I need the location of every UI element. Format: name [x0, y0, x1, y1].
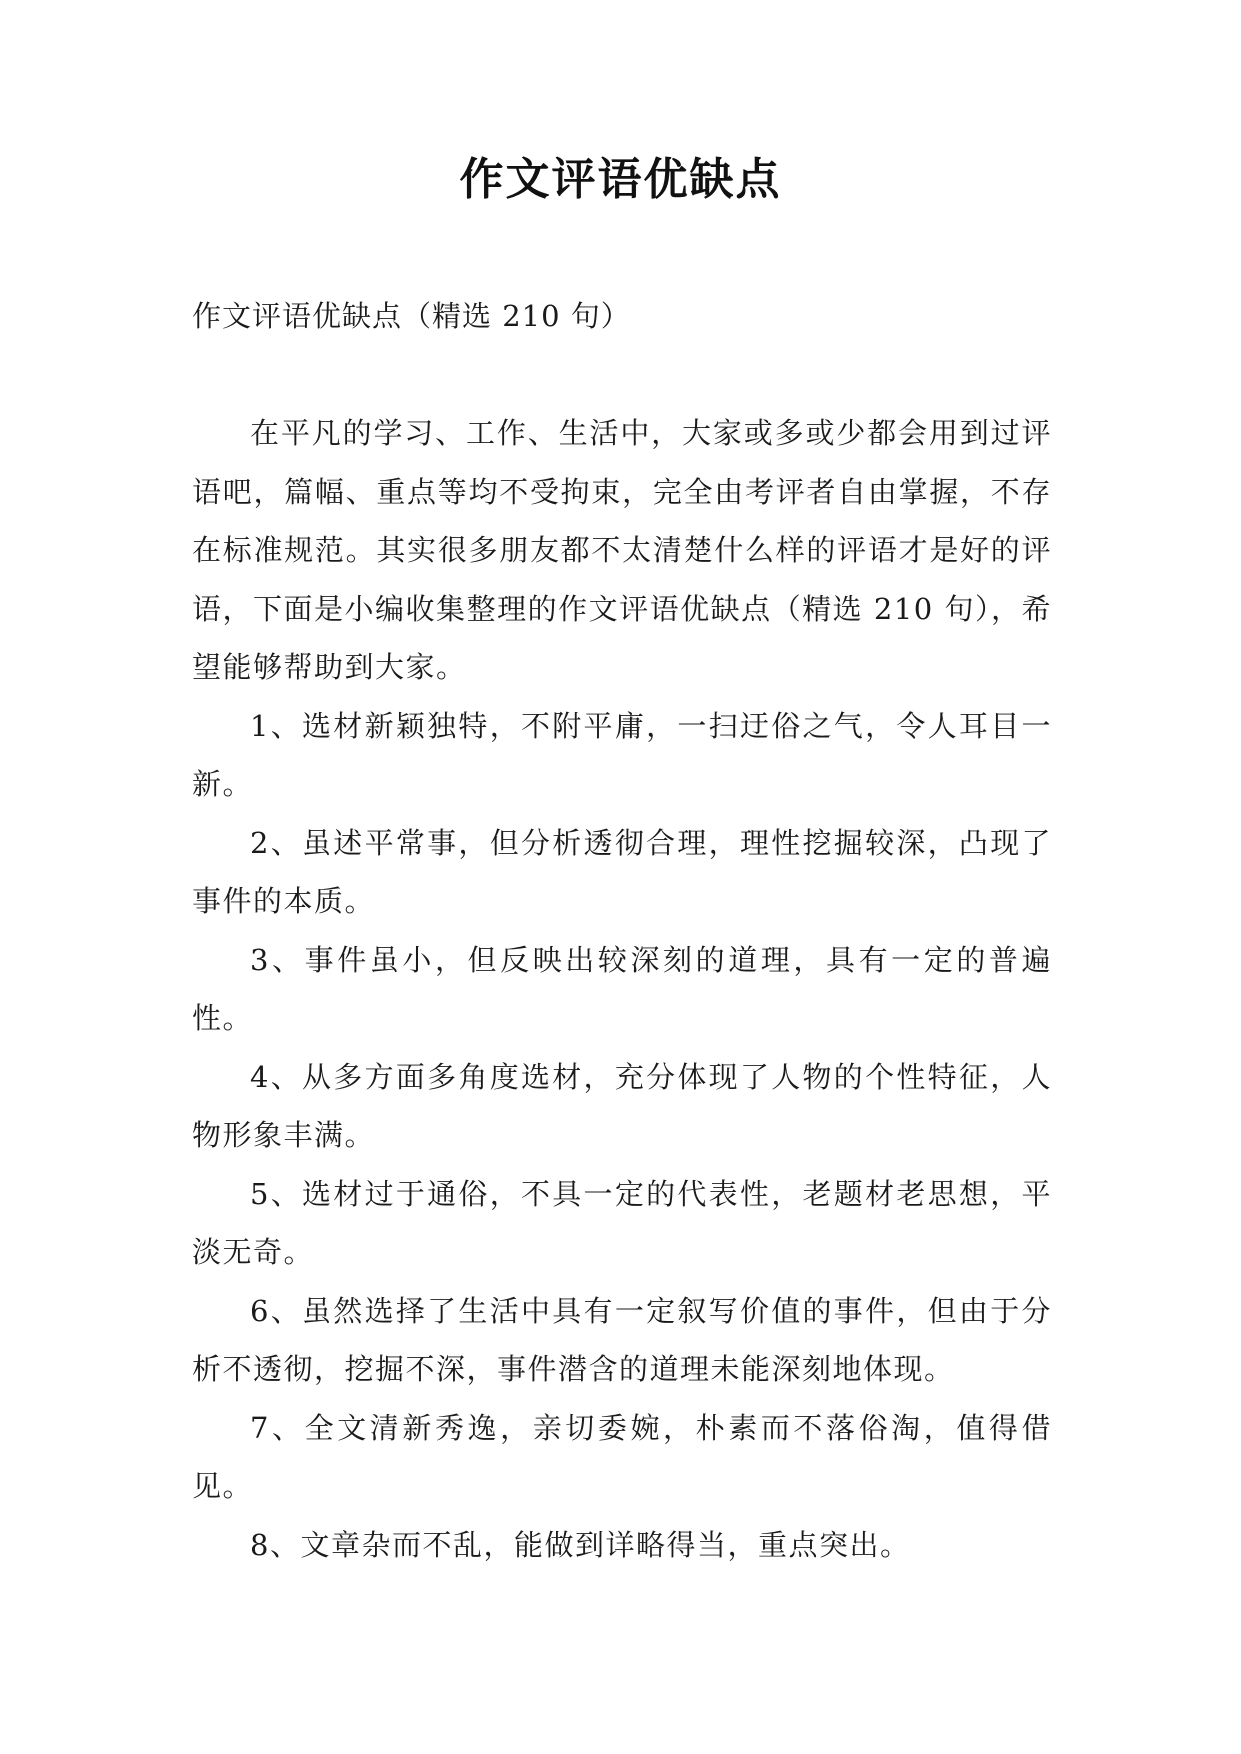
comment-paragraph: 3、事件虽小，但反映出较深刻的道理，具有一定的普遍性。: [192, 942, 1052, 1035]
comment-paragraph: 7、全文清新秀逸，亲切委婉，朴素而不落俗淘，值得借见。: [192, 1410, 1052, 1503]
comment-paragraph: 4、从多方面多角度选材，充分体现了人物的个性特征，人物形象丰满。: [192, 1059, 1052, 1152]
document-title: 作文评语优缺点: [459, 154, 782, 205]
comment-paragraph: 1、选材新颖独特，不附平庸，一扫迂俗之气，令人耳目一新。: [192, 708, 1052, 801]
document-subtitle: 作文评语优缺点（精选 210 句）: [192, 299, 631, 333]
comment-paragraph: 6、虽然选择了生活中具有一定叙写价值的事件，但由于分析不透彻，挖掘不深，事件潜含的道理未能深刻地体现。: [192, 1293, 1052, 1386]
comment-paragraph: 8、文章杂而不乱，能做到详略得当，重点突出。: [250, 1527, 911, 1562]
comment-paragraph: 5、选材过于通俗，不具一定的代表性，老题材老思想，平淡无奇。: [192, 1176, 1052, 1269]
comment-paragraph: 2、虽述平常事，但分析透彻合理，理性挖掘较深，凸现了事件的本质。: [192, 825, 1052, 918]
document-body: [192, 404, 1052, 1574]
intro-paragraph: 在平凡的学习、工作、生活中，大家或多或少都会用到过评语吧，篇幅、重点等均不受拘束，完全由考评者自由掌握，不存在标准规范。其实很多朋友都不太清楚什么样的评语才是好的评语，下面是小编收集整理的作文评语优缺点（精选 210 句），希望能够帮助到大家。: [192, 416, 1052, 684]
